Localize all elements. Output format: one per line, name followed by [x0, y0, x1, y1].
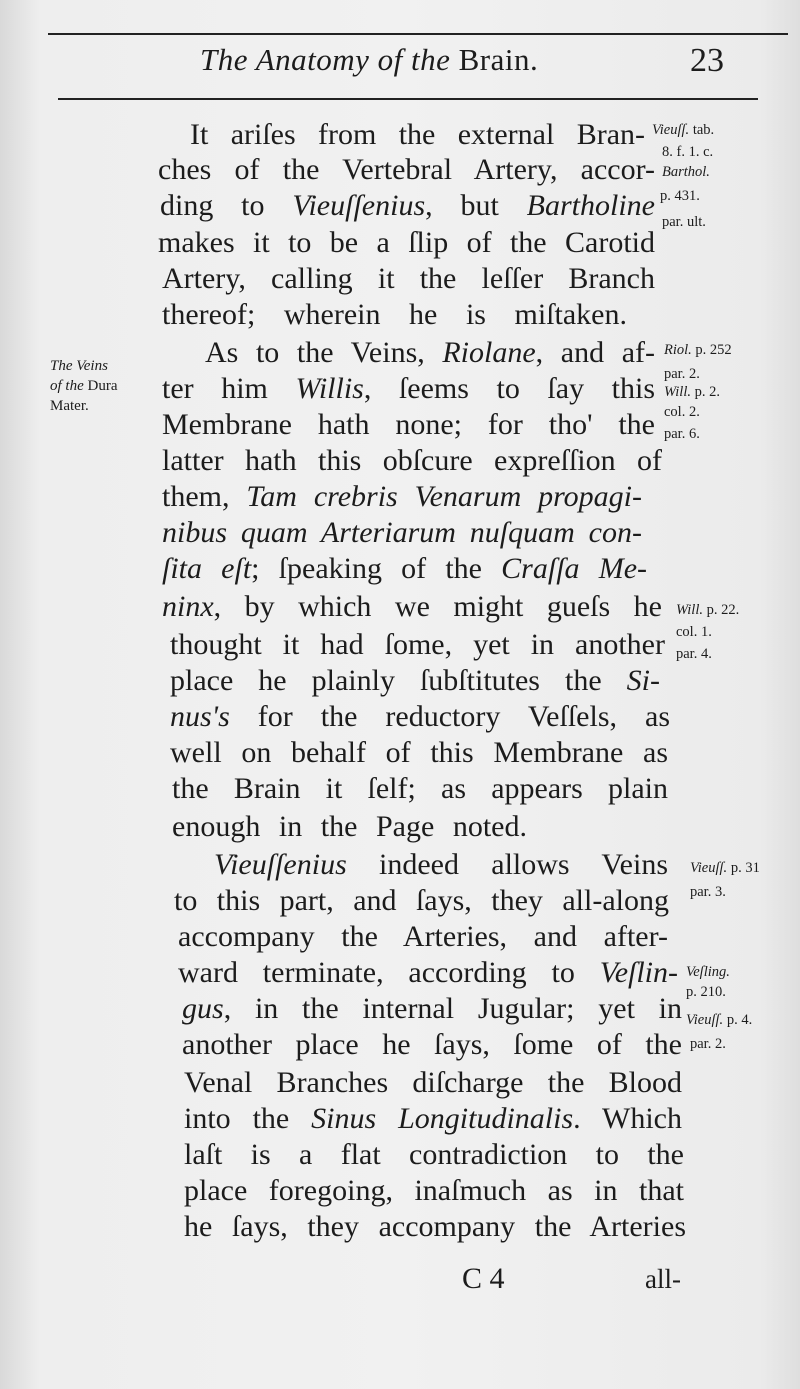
text-line [184, 1210, 686, 1244]
margin-reference-italic: Riol. [664, 342, 692, 358]
italic-segment: ſita eſt [162, 552, 252, 585]
margin-reference-italic: Barthol. [662, 164, 710, 180]
margin-reference-italic: Will. [664, 384, 691, 400]
side-note-line: Mater. [50, 398, 89, 414]
margin-reference: p. 431. [660, 188, 700, 204]
text-line [214, 848, 668, 882]
text-segment: ward terminate, according to [178, 956, 600, 989]
italic-segment: nibus quam Arteriarum nuſquam con- [162, 516, 642, 549]
margin-reference-rest: p. 31 [727, 860, 760, 876]
italic-segment: Bartholine [526, 189, 655, 222]
italic-segment: Si- [626, 664, 660, 697]
margin-reference: p. 210. [686, 984, 726, 1000]
text-segment: to this part, and ſays, they all-along [174, 884, 669, 917]
text-line [184, 1138, 684, 1172]
catchword: all- [645, 1264, 681, 1294]
text-segment: makes it to be a ſlip of the Carotid [158, 226, 655, 259]
text-segment: the Brain it ſelf; as appears plain [172, 772, 668, 805]
text-line [178, 920, 668, 954]
text-line [190, 118, 645, 152]
text-segment: latter hath this obſcure expreſſion of [162, 444, 662, 477]
italic-segment: Willis [295, 372, 364, 405]
margin-reference: par. 3. [690, 884, 726, 900]
margin-reference: 8. f. 1. c. [662, 144, 714, 160]
italic-segment: Veſlin- [599, 956, 678, 989]
margin-reference [664, 384, 720, 401]
text-segment: indeed allows Veins [346, 848, 668, 881]
text-segment: into the [184, 1102, 312, 1135]
text-segment: another place he ſays, ſome of the [182, 1028, 682, 1061]
margin-reference [686, 1012, 752, 1029]
text-line [172, 772, 668, 806]
text-line [162, 262, 655, 296]
italic-segment: Craſſa Me- [501, 552, 647, 585]
text-line [160, 189, 655, 223]
text-segment: Venal Branches diſcharge the Blood [184, 1066, 682, 1099]
margin-reference-rest: p. 252 [691, 342, 732, 358]
italic-segment: Vieuſſenius [214, 848, 347, 881]
text-line [162, 298, 627, 332]
text-line [162, 480, 642, 514]
margin-reference-rest: p. 22. [703, 602, 740, 618]
italic-segment: ninx [162, 590, 214, 623]
margin-reference [690, 860, 760, 877]
text-line [182, 992, 682, 1026]
running-head-italic: The Anatomy of the [200, 42, 451, 77]
side-note-line: The Veins [50, 358, 108, 374]
text-line [162, 444, 662, 478]
margin-reference [686, 964, 730, 981]
header-rule-top [48, 33, 788, 35]
text-segment: accompany the Arteries, and after- [178, 920, 668, 953]
text-line [170, 700, 670, 734]
text-segment: Artery, calling it the leſſer Branch [162, 262, 655, 295]
margin-reference: par. ult. [662, 214, 706, 230]
text-segment: for the reductory Veſſels, as [229, 700, 670, 733]
margin-reference-rest: p. 4. [723, 1012, 753, 1028]
text-line [158, 153, 655, 187]
margin-reference-rest: p. 2. [691, 384, 720, 400]
text-line [178, 956, 678, 990]
text-line [184, 1066, 682, 1100]
text-segment: , in the internal Jugular; yet in [223, 992, 682, 1025]
text-segment: ches of the Vertebral Artery, accor- [158, 153, 655, 186]
text-segment: . Which [573, 1102, 682, 1135]
margin-reference: par. 4. [676, 646, 712, 662]
text-segment: laſt is a flat contradiction to the [184, 1138, 684, 1171]
running-head [200, 42, 538, 78]
text-segment: place he plainly ſubſtitutes the [170, 664, 627, 697]
margin-reference-italic: Vieuſſ. [652, 122, 690, 138]
italic-segment: gus [182, 992, 224, 1025]
text-segment: As to the Veins, [205, 336, 443, 369]
text-segment: well on behalf of this Membrane as [170, 736, 668, 769]
margin-reference [662, 164, 710, 181]
margin-reference-rest: tab. [689, 122, 715, 138]
margin-reference: par. 2. [690, 1036, 726, 1052]
text-line [158, 226, 655, 260]
text-segment: Membrane hath none; for tho' the [162, 408, 655, 441]
italic-segment: Tam crebris Venarum propagi- [246, 480, 642, 513]
text-segment: enough in the Page noted. [172, 810, 527, 843]
text-segment: thereof; wherein he is miſtaken. [162, 298, 627, 331]
margin-reference [664, 342, 732, 359]
margin-reference: par. 2. [664, 366, 700, 382]
margin-reference: col. 2. [664, 404, 700, 420]
text-line [172, 810, 527, 844]
text-segment: , ſeems to ſay this [363, 372, 655, 405]
text-line [162, 516, 642, 550]
text-line [170, 736, 668, 770]
text-line [162, 590, 662, 624]
text-line [162, 552, 647, 586]
margin-reference-italic: Veſling. [686, 964, 730, 980]
italic-segment: Riolane [442, 336, 536, 369]
italic-segment: Sinus Longitudinalis [311, 1102, 574, 1135]
side-note-italic: of the [50, 378, 84, 394]
margin-reference: par. 6. [664, 426, 700, 442]
side-note [50, 356, 118, 416]
margin-reference-italic: Will. [676, 602, 703, 618]
running-head-roman: Brain. [458, 42, 539, 77]
text-line [184, 1174, 684, 1208]
italic-segment: Vieuſſenius [292, 189, 426, 222]
text-segment: , and af- [535, 336, 655, 369]
text-line [162, 372, 655, 406]
text-line [182, 1028, 682, 1062]
text-segment: ding to [160, 189, 293, 222]
text-line [162, 408, 655, 442]
text-segment: them, [162, 480, 247, 513]
text-segment: , by which we might gueſs he [213, 590, 662, 623]
text-segment: thought it had ſome, yet in another [170, 628, 665, 661]
text-segment: place foregoing, inaſmuch as in that [184, 1174, 684, 1207]
page-number: 23 [690, 42, 724, 79]
margin-reference-italic: Vieuſſ. [690, 860, 728, 876]
text-line [170, 628, 665, 662]
margin-reference-italic: Vieuſſ. [686, 1012, 724, 1028]
signature-mark: C 4 [462, 1262, 505, 1295]
text-line [170, 664, 660, 698]
italic-segment: nus's [170, 700, 230, 733]
text-segment: , but [425, 189, 527, 222]
text-line [174, 884, 669, 918]
text-segment: It ariſes from the external Bran- [190, 118, 645, 151]
margin-reference: col. 1. [676, 624, 712, 640]
margin-reference [652, 122, 714, 139]
text-line [184, 1102, 682, 1136]
text-segment: ter him [162, 372, 296, 405]
header-rule-bottom [58, 98, 758, 100]
text-line [205, 336, 655, 370]
side-note-line: of the Dura [50, 378, 118, 394]
text-segment: he ſays, they accompany the Arteries [184, 1210, 686, 1243]
margin-reference [676, 602, 739, 619]
text-segment: ; ſpeaking of the [251, 552, 502, 585]
